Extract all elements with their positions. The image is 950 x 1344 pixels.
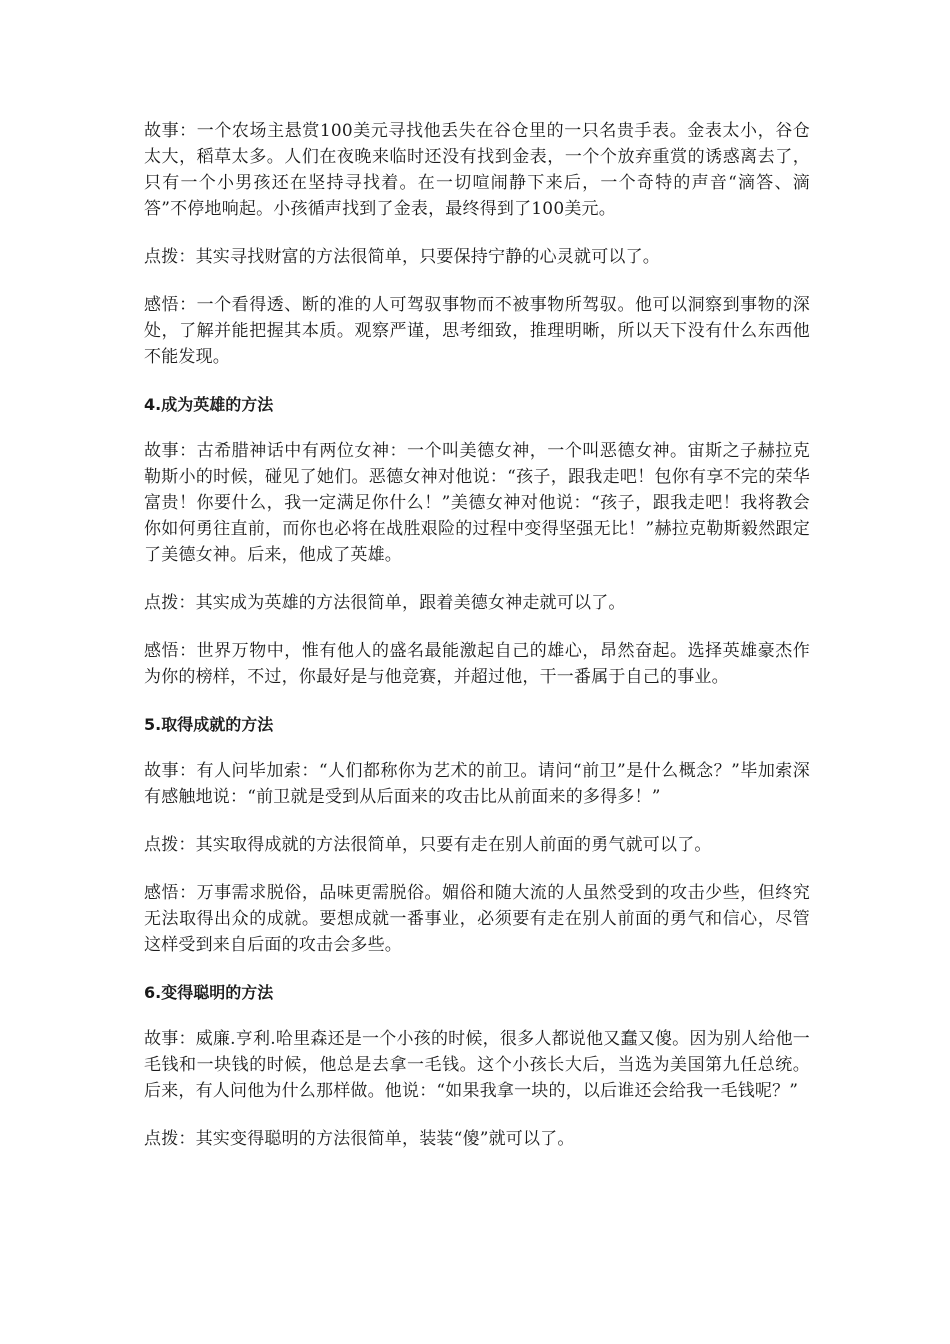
section-heading: 5.取得成就的方法 [144,715,274,734]
hint-paragraph: 点拨：其实变得聪明的方法很简单，装装“傻”就可以了。 [144,1129,575,1149]
hint-paragraph: 点拨：其实寻找财富的方法很简单，只要保持宁静的心灵就可以了。 [144,247,660,267]
story-paragraph: 故事：古希腊神话中有两位女神：一个叫美德女神，一个叫恶德女神。宙斯之子赫拉克勒斯小的时候，碰见了她们。恶德女神对他说：“孩子，跟我走吧！包你有享不完的荣华富贵！你要什么，我一定满足你什么！”美德女神对他说：“孩子，跟我走吧！我将教会你如何勇往直前，而你也必将在战胜艰险的过程中变得坚强无比！”赫拉克勒斯毅然跟定了美德女神。后来，他成了英雄。 [144,441,810,565]
story-paragraph: 故事：一个农场主悬赏100美元寻找他丢失在谷仓里的一只名贵手表。金表太小，谷仓太大，稻草太多。人们在夜晚来临时还没有找到金表，一个个放弃重赏的诱惑离去了，只有一个小男孩还在坚持寻找着。在一切喧闹静下来后，一个奇特的声音“滴答、滴答”不停地响起。小孩循声找到了金表，最终得到了100美元。 [144,121,810,219]
section-heading: 4.成为英雄的方法 [144,395,274,414]
hint-paragraph: 点拨：其实成为英雄的方法很简单，跟着美德女神走就可以了。 [144,593,626,613]
insight-paragraph: 感悟：一个看得透、断的准的人可驾驭事物而不被事物所驾驭。他可以洞察到事物的深处，了解并能把握其本质。观察严谨，思考细致，推理明晰，所以天下没有什么东西他不能发现。 [144,295,810,367]
hint-paragraph: 点拨：其实取得成就的方法很简单，只要有走在别人前面的勇气就可以了。 [144,835,712,855]
story-paragraph: 故事：威廉.亨利.哈里森还是一个小孩的时候，很多人都说他又蠢又傻。因为别人给他一毛钱和一块钱的时候，他总是去拿一毛钱。这个小孩长大后，当选为美国第九任总统。后来，有人问他为什么那样做。他说：“如果我拿一块的，以后谁还会给我一毛钱呢？” [144,1029,810,1101]
story-paragraph: 故事：有人问毕加索：“人们都称你为艺术的前卫。请问“前卫”是什么概念？”毕加索深有感触地说：“前卫就是受到从后面来的攻击比从前面来的多得多！” [144,761,810,807]
section-heading: 6.变得聪明的方法 [144,983,274,1002]
insight-paragraph: 感悟：世界万物中，惟有他人的盛名最能激起自己的雄心，昂然奋起。选择英雄豪杰作为你的榜样，不过，你最好是与他竞赛，并超过他，干一番属于自己的事业。 [144,641,810,687]
document-page [144,118,810,1174]
insight-paragraph: 感悟：万事需求脱俗，品味更需脱俗。媚俗和随大流的人虽然受到的攻击少些，但终究无法取得出众的成就。要想成就一番事业，必须要有走在别人前面的勇气和信心，尽管这样受到来自后面的攻击会多些。 [144,883,810,955]
